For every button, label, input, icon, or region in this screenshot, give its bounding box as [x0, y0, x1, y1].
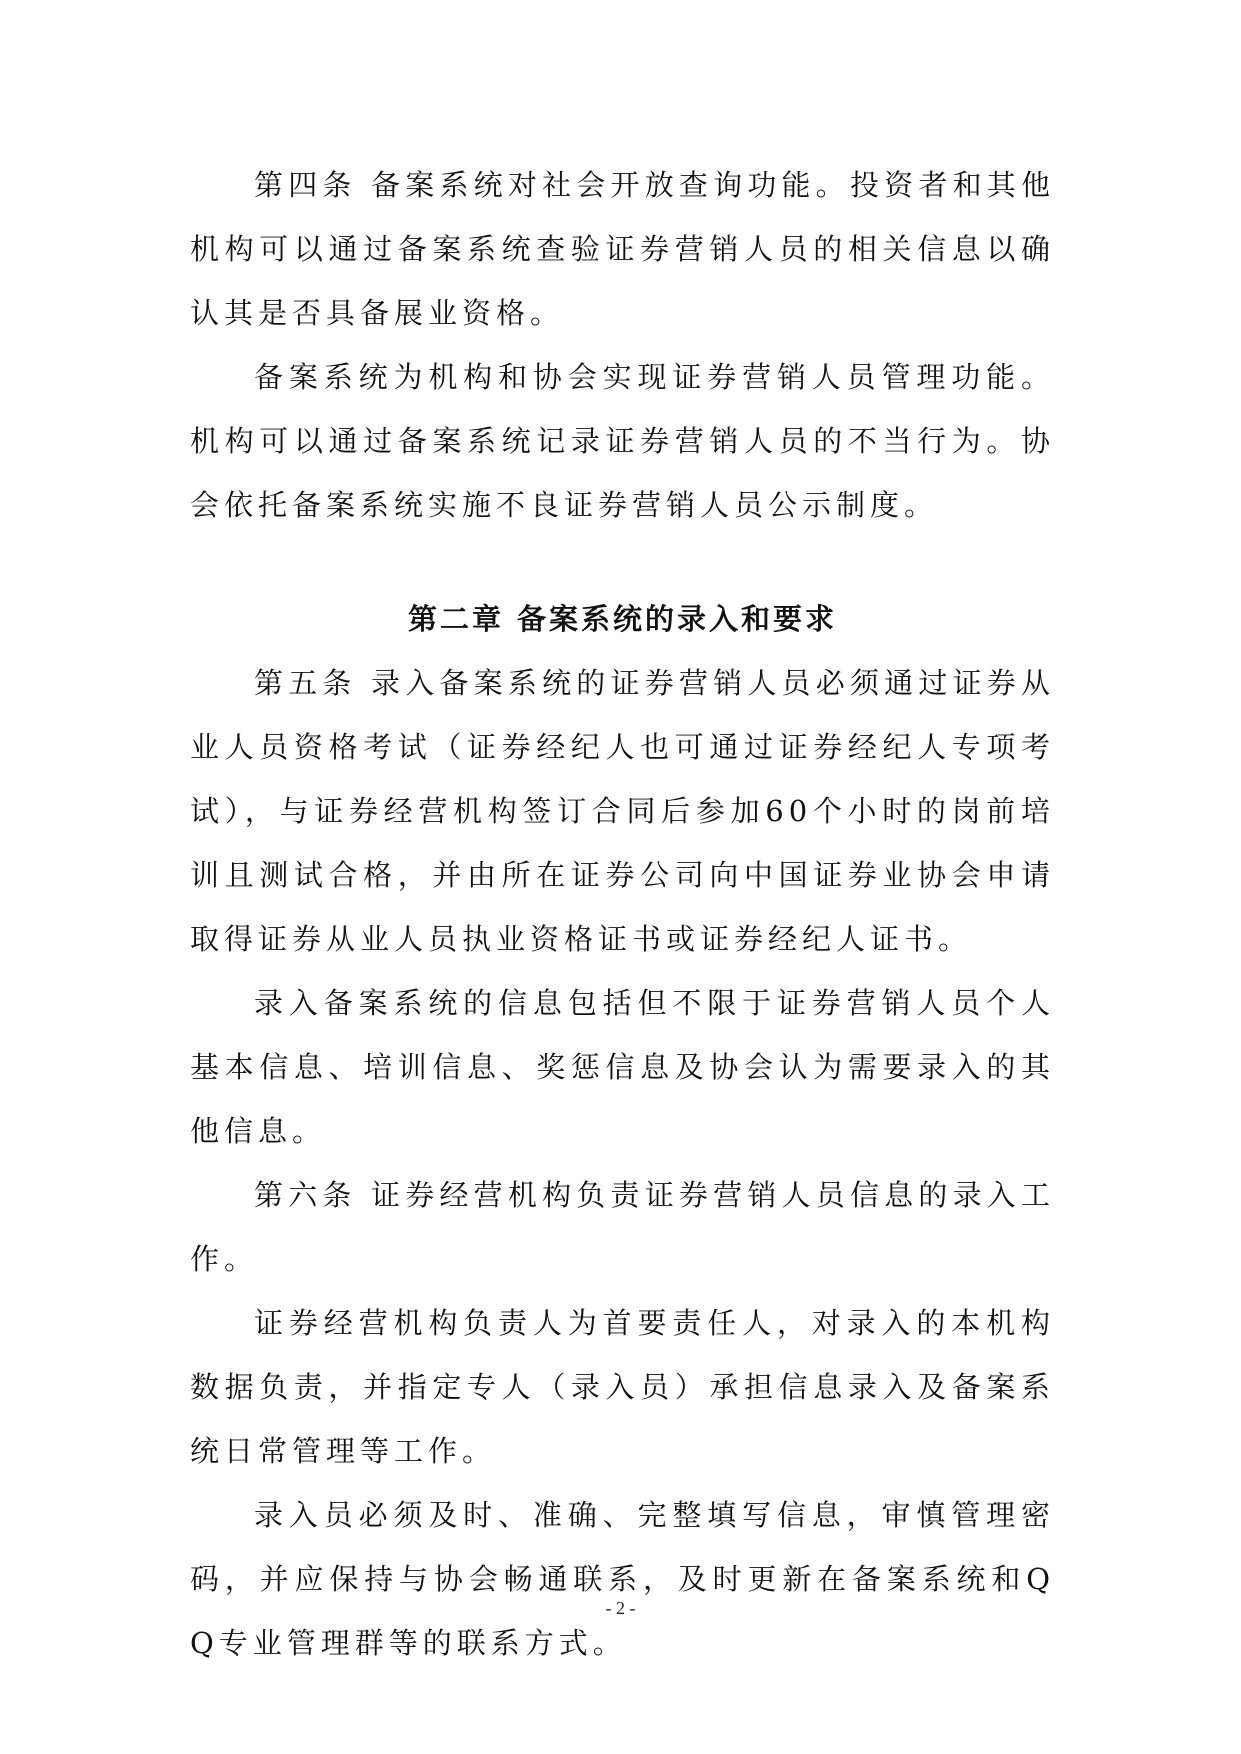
chapter-heading: 第二章 备案系统的录入和要求 [407, 602, 838, 636]
paragraph-responsible-person: 证券经营机构负责人为首要责任人，对录入的本机构数据负责，并指定专人（录入员）承担信息录入及备案系统日常管理等工作。 [190, 1306, 1055, 1468]
document-body [190, 153, 1055, 1675]
paragraph-entry-information: 录入备案系统的信息包括但不限于证券营销人员个人基本信息、培训信息、奖惩信息及协会认为需要录入的其他信息。 [190, 986, 1055, 1148]
paragraph-article-4: 第四条 备案系统对社会开放查询功能。投资者和其他机构可以通过备案系统查验证券营销人员的相关信息以确认其是否具备展业资格。 [190, 168, 1055, 330]
paragraph-article-6: 第六条 证券经营机构负责证券营销人员信息的录入工作。 [190, 1178, 1055, 1276]
paragraph-entry-clerk: 录入员必须及时、准确、完整填写信息，审慎管理密码，并应保持与协会畅通联系，及时更新在备案系统和QQ专业管理群等的联系方式。 [190, 1498, 1055, 1660]
paragraph-article-5: 第五条 录入备案系统的证券营销人员必须通过证券从业人员资格考试（证券经纪人也可通过证券经纪人专项考试），与证券经营机构签订合同后参加60个小时的岗前培训且测试合格，并由所在证券公司向中国证券业协会申请取得证券从业人员执业资格证书或证券经纪人证书。 [190, 666, 1055, 956]
page-number: - 2 - [605, 1598, 636, 1618]
paragraph-system-management: 备案系统为机构和协会实现证券营销人员管理功能。机构可以通过备案系统记录证券营销人员的不当行为。协会依托备案系统实施不良证券营销人员公示制度。 [190, 360, 1055, 522]
